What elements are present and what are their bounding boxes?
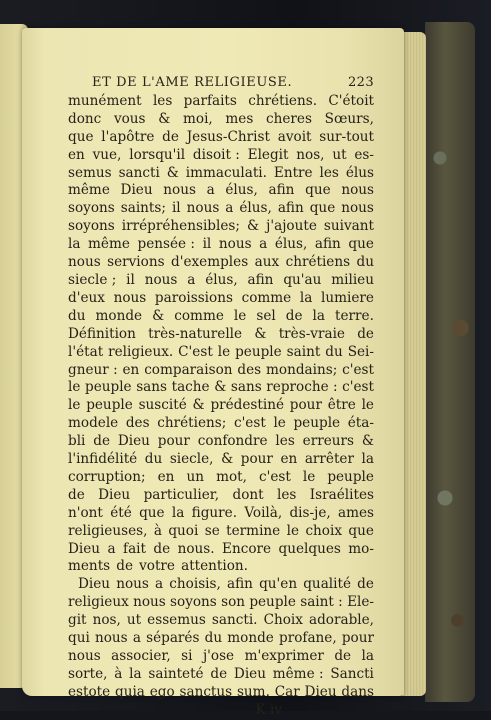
word: de — [68, 486, 85, 503]
word: il — [126, 271, 135, 288]
word: modele — [68, 415, 119, 432]
word: C'est — [178, 343, 213, 360]
text-line — [68, 290, 374, 308]
word: nous — [218, 236, 252, 253]
word: tache — [171, 379, 210, 396]
word: nous — [68, 648, 101, 664]
word: se — [204, 522, 220, 539]
word: sainteté — [148, 665, 204, 682]
word: afin — [314, 236, 341, 253]
text-line — [68, 362, 374, 380]
word: peuple — [293, 415, 341, 432]
word: du — [356, 254, 374, 271]
word: nous — [113, 289, 147, 306]
text-line — [68, 308, 374, 326]
word: afin — [226, 576, 253, 593]
word: la — [171, 504, 185, 521]
word: élus — [345, 164, 374, 181]
word: donc — [68, 110, 102, 127]
word: pour — [240, 451, 273, 468]
text-line — [68, 648, 374, 666]
word: vue, — [92, 146, 122, 163]
word: quia — [115, 683, 145, 700]
word: a — [132, 630, 141, 647]
word: & — [361, 433, 374, 450]
word: vous — [113, 110, 146, 127]
text-line — [68, 433, 374, 451]
word: qu'en — [259, 576, 298, 593]
word: suivant — [323, 218, 374, 235]
text-line — [68, 558, 374, 576]
word: pour — [341, 630, 374, 647]
word: afin — [247, 271, 274, 288]
word: les — [275, 433, 295, 450]
word: & — [166, 164, 179, 181]
word: religieux — [68, 594, 129, 611]
word: ames — [337, 504, 374, 521]
text-line — [68, 344, 374, 362]
word: les — [319, 164, 339, 181]
word: sel — [256, 307, 276, 324]
word: choix — [305, 522, 343, 539]
word: de — [162, 128, 179, 145]
word: profane, — [279, 630, 337, 647]
word: du — [204, 630, 223, 647]
word: mot, — [216, 468, 247, 485]
word: confondre — [197, 433, 268, 450]
word: a — [155, 576, 164, 593]
word: que — [348, 236, 374, 253]
word: Jesus-Christ — [186, 128, 270, 145]
word: des — [237, 361, 262, 378]
word: de — [357, 576, 374, 593]
word: Elegit — [247, 146, 289, 163]
text-line — [68, 254, 374, 272]
word: nous — [116, 576, 149, 593]
word: chrétiens — [285, 254, 351, 271]
word: nos, — [92, 612, 121, 629]
word: de — [153, 540, 171, 557]
word: l'apôtre — [101, 128, 155, 145]
word: ments — [68, 558, 111, 575]
word: un — [186, 468, 205, 485]
word: séparés — [146, 630, 200, 647]
word: soyons — [170, 594, 217, 611]
word: avoit — [277, 128, 312, 145]
word: sancti. — [211, 612, 258, 629]
word: fait — [123, 540, 146, 557]
word: c'est — [342, 361, 374, 378]
word: élus, — [239, 200, 272, 217]
word: des — [125, 415, 150, 432]
word: pensée : — [137, 236, 195, 253]
word: la — [361, 648, 374, 664]
word: le — [361, 397, 374, 414]
word: la — [312, 307, 325, 324]
word: que — [309, 200, 336, 217]
word: Dieu — [98, 486, 131, 503]
word: corruption; — [68, 468, 146, 485]
word: nous — [341, 200, 374, 217]
word: lorsqu'il — [129, 146, 186, 163]
word: d'eux — [68, 289, 105, 306]
text-line — [68, 326, 374, 344]
text-line — [68, 147, 374, 165]
text-line — [68, 182, 374, 200]
word: quelques — [278, 540, 341, 557]
word: Dieu — [78, 576, 111, 593]
word: votre — [139, 558, 175, 575]
page-number: 223 — [347, 75, 374, 90]
word: sorte, — [68, 665, 108, 682]
word: sanctus — [179, 683, 233, 700]
word: & — [254, 325, 267, 342]
word: j'ose — [202, 648, 235, 664]
word: nous — [186, 200, 220, 217]
word: disoit : — [192, 146, 240, 163]
word: nous — [68, 254, 101, 271]
word: & — [192, 397, 205, 414]
word: afin — [277, 200, 304, 217]
text-line — [68, 236, 374, 254]
word: c'est — [342, 379, 374, 396]
word: la — [361, 451, 374, 468]
word: l'infidélité — [68, 451, 138, 468]
word: pour — [289, 397, 322, 414]
word: C'étoit — [328, 92, 374, 109]
word: c'est — [233, 415, 266, 432]
word: siecle ; — [68, 271, 117, 288]
word: adorable, — [308, 612, 374, 629]
word: munément — [68, 92, 142, 109]
word: j'ajoute — [266, 218, 317, 235]
word: erreurs — [302, 433, 354, 450]
word: comparaison — [144, 361, 233, 378]
word: cheres — [266, 110, 312, 127]
word: peuple — [327, 468, 374, 485]
word: peuple — [235, 343, 282, 360]
word: dis-je, — [289, 504, 331, 521]
word: sancti — [118, 164, 160, 181]
word: Car — [274, 683, 300, 700]
word: mes — [225, 110, 254, 127]
word: estote — [68, 683, 111, 700]
word: m'exprimer — [244, 648, 324, 664]
text-line — [68, 415, 374, 433]
word: Encore — [222, 540, 272, 557]
page-text — [68, 74, 374, 720]
word: les — [152, 92, 173, 109]
word: soyons — [68, 200, 115, 217]
text-line — [68, 594, 374, 612]
word: Dieu — [68, 540, 101, 557]
word: Choix — [263, 612, 303, 629]
word: servions — [107, 254, 165, 271]
word: qualité — [303, 576, 351, 593]
word: milieu — [331, 271, 374, 288]
word: peuple — [85, 379, 132, 396]
word: quoi — [168, 522, 199, 539]
word: il — [202, 236, 212, 253]
word: si — [181, 648, 193, 664]
word: saint : — [300, 594, 343, 611]
word: termine — [226, 522, 281, 539]
word: sur-tout — [319, 128, 374, 145]
word: de — [210, 665, 228, 682]
word: aux — [254, 254, 280, 271]
text-line — [68, 630, 374, 648]
text-line — [68, 576, 374, 594]
text-line — [68, 505, 374, 523]
word: à — [114, 665, 123, 682]
word: mondains; — [266, 361, 338, 378]
word: prédestiné — [210, 397, 285, 414]
word: & — [158, 110, 171, 127]
word: Ele- — [347, 594, 374, 611]
word: même — [88, 236, 130, 253]
word: Entre — [273, 164, 313, 181]
word: le — [217, 343, 231, 360]
word: l'état — [68, 343, 104, 360]
word: Sancti — [330, 665, 374, 682]
word: que — [348, 522, 374, 539]
word: parfaits — [183, 92, 237, 109]
text-line — [68, 272, 374, 290]
word: Voilà, — [244, 504, 283, 521]
word: paroissions — [154, 289, 233, 306]
word: élus, — [205, 271, 238, 288]
word: semus — [68, 164, 112, 181]
word: de — [285, 307, 303, 324]
word: figure. — [191, 504, 238, 521]
word: nous — [133, 594, 166, 611]
word: & — [152, 307, 165, 324]
word: éta- — [347, 415, 374, 432]
word: a — [259, 236, 268, 253]
word: essemus — [147, 612, 206, 629]
word: élus, — [274, 236, 308, 253]
word: nous — [94, 630, 128, 647]
word: Dieu — [120, 182, 153, 199]
word: sum. — [236, 683, 270, 700]
text-line — [68, 666, 374, 684]
text-line — [68, 469, 374, 487]
word: nous — [341, 182, 374, 199]
word: suscité — [138, 397, 187, 414]
page-fore-edge — [402, 32, 426, 696]
word: gneur : — [68, 361, 118, 378]
word: la — [129, 665, 142, 682]
word: bli — [68, 433, 86, 450]
text-line — [68, 541, 374, 559]
word: que — [68, 128, 94, 145]
word: c'est — [258, 468, 291, 485]
word: de — [93, 433, 111, 450]
word: ut — [332, 146, 347, 163]
word: sans — [136, 379, 168, 396]
word: soyons — [68, 218, 115, 235]
word: être — [327, 397, 356, 414]
word: en — [157, 468, 175, 485]
word: & — [247, 218, 260, 235]
signature-mark: K iv — [255, 701, 282, 718]
text-line — [68, 612, 374, 630]
word: qui — [68, 630, 90, 647]
word: & — [221, 451, 234, 468]
text-line — [68, 111, 374, 129]
word: le — [233, 307, 247, 324]
word: peuple — [86, 397, 133, 414]
word: de — [334, 648, 352, 664]
word: à — [153, 522, 162, 539]
word: Israélites — [309, 486, 374, 503]
word: comme — [241, 289, 292, 306]
text-lines — [68, 93, 374, 702]
word: élus, — [225, 182, 258, 199]
word: du — [144, 451, 163, 468]
word: a — [187, 271, 196, 288]
word: associer, — [111, 648, 171, 664]
word: saint — [286, 343, 321, 360]
word: comme — [174, 307, 224, 324]
text-line — [68, 200, 374, 218]
word: en — [122, 361, 140, 378]
word: religieuses, — [68, 522, 148, 539]
word: a — [107, 540, 116, 557]
word: particulier, — [143, 486, 220, 503]
word: d'exemples — [171, 254, 249, 271]
word: a — [206, 182, 215, 199]
word: chrétiens. — [248, 92, 318, 109]
word: ego — [149, 683, 175, 700]
word: du — [68, 307, 86, 324]
word: git — [68, 612, 87, 629]
word: Définition — [68, 325, 136, 342]
text-line — [68, 523, 374, 541]
word: attention. — [181, 558, 248, 575]
word: les — [277, 486, 297, 503]
running-head-title: ET DE L'AME RELIGIEUSE. — [92, 75, 293, 90]
word: son — [221, 594, 246, 611]
word: nos, — [296, 146, 325, 163]
word: la — [299, 289, 313, 306]
word: du — [325, 343, 343, 360]
word: n'ont — [68, 504, 103, 521]
word: le — [286, 522, 300, 539]
word: reproche : — [266, 379, 338, 396]
word: qu'au — [283, 271, 322, 288]
word: & — [214, 379, 227, 396]
word: le — [68, 379, 81, 396]
word: dont — [232, 486, 264, 503]
word: choisis, — [169, 576, 221, 593]
word: ut — [126, 612, 142, 629]
word: que — [139, 504, 165, 521]
text-line — [68, 218, 374, 236]
text-line — [68, 397, 374, 415]
marbled-cover — [425, 22, 475, 702]
word: afin — [268, 182, 295, 199]
word: siecle, — [169, 451, 214, 468]
word: religieux. — [108, 343, 174, 360]
word: Dieu — [304, 683, 337, 700]
word: moi, — [183, 110, 213, 127]
text-line — [68, 165, 374, 183]
word: le — [68, 397, 81, 414]
word: monde — [95, 307, 143, 324]
word: es- — [354, 146, 374, 163]
word: peuple — [249, 594, 296, 611]
word: immaculati. — [185, 164, 267, 181]
word: dans — [341, 683, 374, 700]
word: chrétiens; — [157, 415, 227, 432]
word: même : — [272, 665, 324, 682]
word: le — [273, 415, 286, 432]
word: mo- — [348, 540, 374, 557]
word: Dieu — [233, 665, 266, 682]
word: Dieu — [117, 433, 150, 450]
word: Sei- — [347, 343, 374, 360]
word: Sœurs, — [324, 110, 374, 127]
word: la — [68, 236, 81, 253]
running-head — [92, 74, 374, 92]
text-line — [68, 487, 374, 505]
word: même — [68, 182, 110, 199]
text-line — [68, 129, 374, 147]
word: que — [305, 182, 331, 199]
word: en — [68, 146, 85, 163]
word: de — [116, 558, 133, 575]
word: il — [171, 200, 181, 217]
word: a — [225, 200, 234, 217]
word: lumiere — [321, 289, 374, 306]
word: pour — [157, 433, 190, 450]
word: terre. — [335, 307, 374, 324]
word: très-vraie — [278, 325, 345, 342]
text-line — [68, 93, 374, 111]
word: sans — [230, 379, 262, 396]
word: monde — [227, 630, 274, 647]
text-line — [68, 684, 374, 702]
text-line — [68, 379, 374, 397]
text-line — [68, 451, 374, 469]
word: en — [280, 451, 298, 468]
word: très-naturelle — [148, 325, 243, 342]
word: arrêter — [304, 451, 354, 468]
word: été — [110, 504, 132, 521]
word: nous — [163, 182, 196, 199]
word: saints; — [120, 200, 166, 217]
word: le — [302, 468, 316, 485]
word: nous — [144, 271, 178, 288]
word: irrépréhensibles; — [121, 218, 240, 235]
word: nous. — [177, 540, 215, 557]
word: de — [357, 325, 374, 342]
